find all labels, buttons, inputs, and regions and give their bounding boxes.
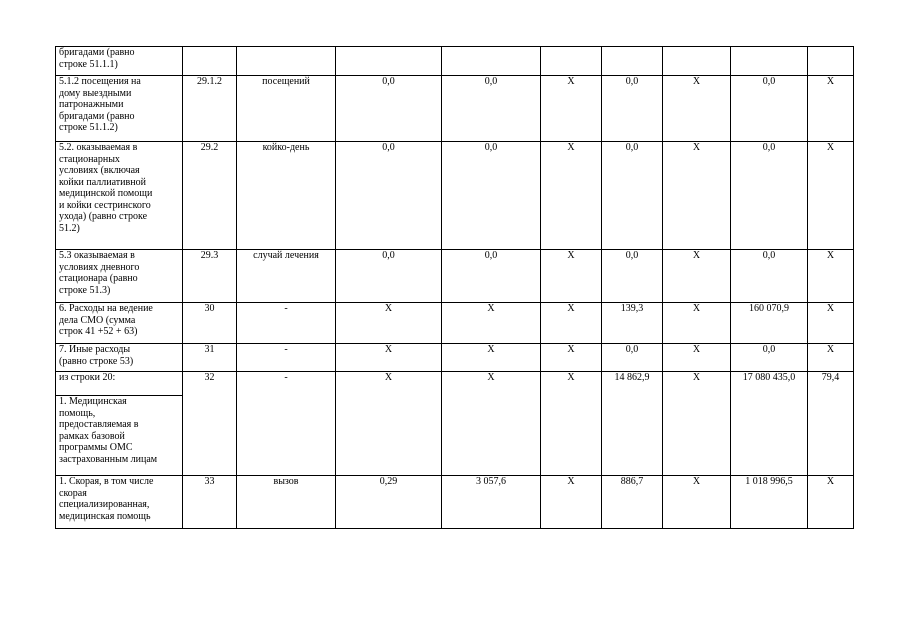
cell: 0,0 <box>602 142 663 250</box>
cell: X <box>541 344 602 372</box>
cell: 0,0 <box>442 76 541 142</box>
cell: 0,0 <box>731 250 808 303</box>
cell: X <box>336 344 442 372</box>
table-row <box>56 344 854 372</box>
cell: 0,0 <box>602 250 663 303</box>
cell: 0,0 <box>336 76 442 142</box>
row-name: 5.1.2 посещения на дому выездными патронажными бригадами (равно строке 51.1.2) <box>56 76 183 142</box>
row-code: 29.1.2 <box>183 76 237 142</box>
row-code: 30 <box>183 303 237 344</box>
row-name: бригадами (равно строке 51.1.1) <box>56 47 183 76</box>
table-row <box>56 303 854 344</box>
cell: 0,0 <box>442 142 541 250</box>
cell: X <box>541 76 602 142</box>
cell: X <box>541 303 602 344</box>
cell: X <box>336 372 442 476</box>
cell: 14 862,9 <box>602 372 663 476</box>
cell: X <box>541 372 602 476</box>
cell <box>336 47 442 76</box>
row-unit: - <box>237 372 336 476</box>
cell: 0,0 <box>731 142 808 250</box>
row-name: 1. Скорая, в том числе скорая специализированная, медицинская помощь <box>56 476 183 529</box>
cell: 79,4 <box>808 372 854 476</box>
table-row <box>56 476 854 529</box>
table-row <box>56 250 854 303</box>
row-code: 33 <box>183 476 237 529</box>
cell: X <box>442 344 541 372</box>
cell <box>541 47 602 76</box>
cell: X <box>663 303 731 344</box>
cell <box>442 47 541 76</box>
cell <box>663 47 731 76</box>
table-row <box>56 372 854 396</box>
cell: 0,0 <box>731 344 808 372</box>
cell: 160 070,9 <box>731 303 808 344</box>
cell: X <box>336 303 442 344</box>
cell: X <box>808 344 854 372</box>
row-code: 29.3 <box>183 250 237 303</box>
cell: 886,7 <box>602 476 663 529</box>
row-name-secondary: 1. Медицинская помощь, предоставляемая в рамках базовой программы ОМС застрахованным лицам <box>56 396 183 476</box>
cell: X <box>808 476 854 529</box>
financial-table <box>55 46 854 529</box>
cell: X <box>663 142 731 250</box>
cell: 0,0 <box>336 250 442 303</box>
cell: 0,0 <box>731 76 808 142</box>
row-unit <box>237 47 336 76</box>
cell: X <box>808 250 854 303</box>
cell: X <box>442 372 541 476</box>
row-unit: койко-день <box>237 142 336 250</box>
cell: X <box>663 372 731 476</box>
row-unit: вызов <box>237 476 336 529</box>
cell: 0,0 <box>602 76 663 142</box>
row-unit: посещений <box>237 76 336 142</box>
row-code: 32 <box>183 372 237 476</box>
row-name: 6. Расходы на ведение дела СМО (сумма строк 41 +52 + 63) <box>56 303 183 344</box>
cell: 1 018 996,5 <box>731 476 808 529</box>
row-name: из строки 20: <box>56 372 183 396</box>
cell <box>602 47 663 76</box>
row-unit: - <box>237 344 336 372</box>
cell: 0,29 <box>336 476 442 529</box>
row-name: 5.2. оказываемая в стационарных условиях (включая койки паллиативной медицинской помощи и койки сестринского ухода) (равно строке 51.2) <box>56 142 183 250</box>
cell: X <box>663 344 731 372</box>
row-unit: случай лечения <box>237 250 336 303</box>
cell: X <box>541 142 602 250</box>
cell: 0,0 <box>442 250 541 303</box>
table-row <box>56 47 854 76</box>
cell: 0,0 <box>336 142 442 250</box>
cell: X <box>808 76 854 142</box>
row-name: 5.3 оказываемая в условиях дневного стационара (равно строке 51.3) <box>56 250 183 303</box>
table-row <box>56 76 854 142</box>
row-code: 29.2 <box>183 142 237 250</box>
row-code: 31 <box>183 344 237 372</box>
cell: 139,3 <box>602 303 663 344</box>
row-unit: - <box>237 303 336 344</box>
row-code <box>183 47 237 76</box>
cell: 0,0 <box>602 344 663 372</box>
table-row <box>56 142 854 250</box>
cell: X <box>541 476 602 529</box>
cell: 3 057,6 <box>442 476 541 529</box>
cell: 17 080 435,0 <box>731 372 808 476</box>
cell: X <box>663 76 731 142</box>
cell: X <box>808 142 854 250</box>
cell: X <box>808 303 854 344</box>
cell: X <box>442 303 541 344</box>
cell: X <box>663 250 731 303</box>
row-name: 7. Иные расходы (равно строке 53) <box>56 344 183 372</box>
cell <box>731 47 808 76</box>
cell: X <box>541 250 602 303</box>
cell <box>808 47 854 76</box>
cell: X <box>663 476 731 529</box>
